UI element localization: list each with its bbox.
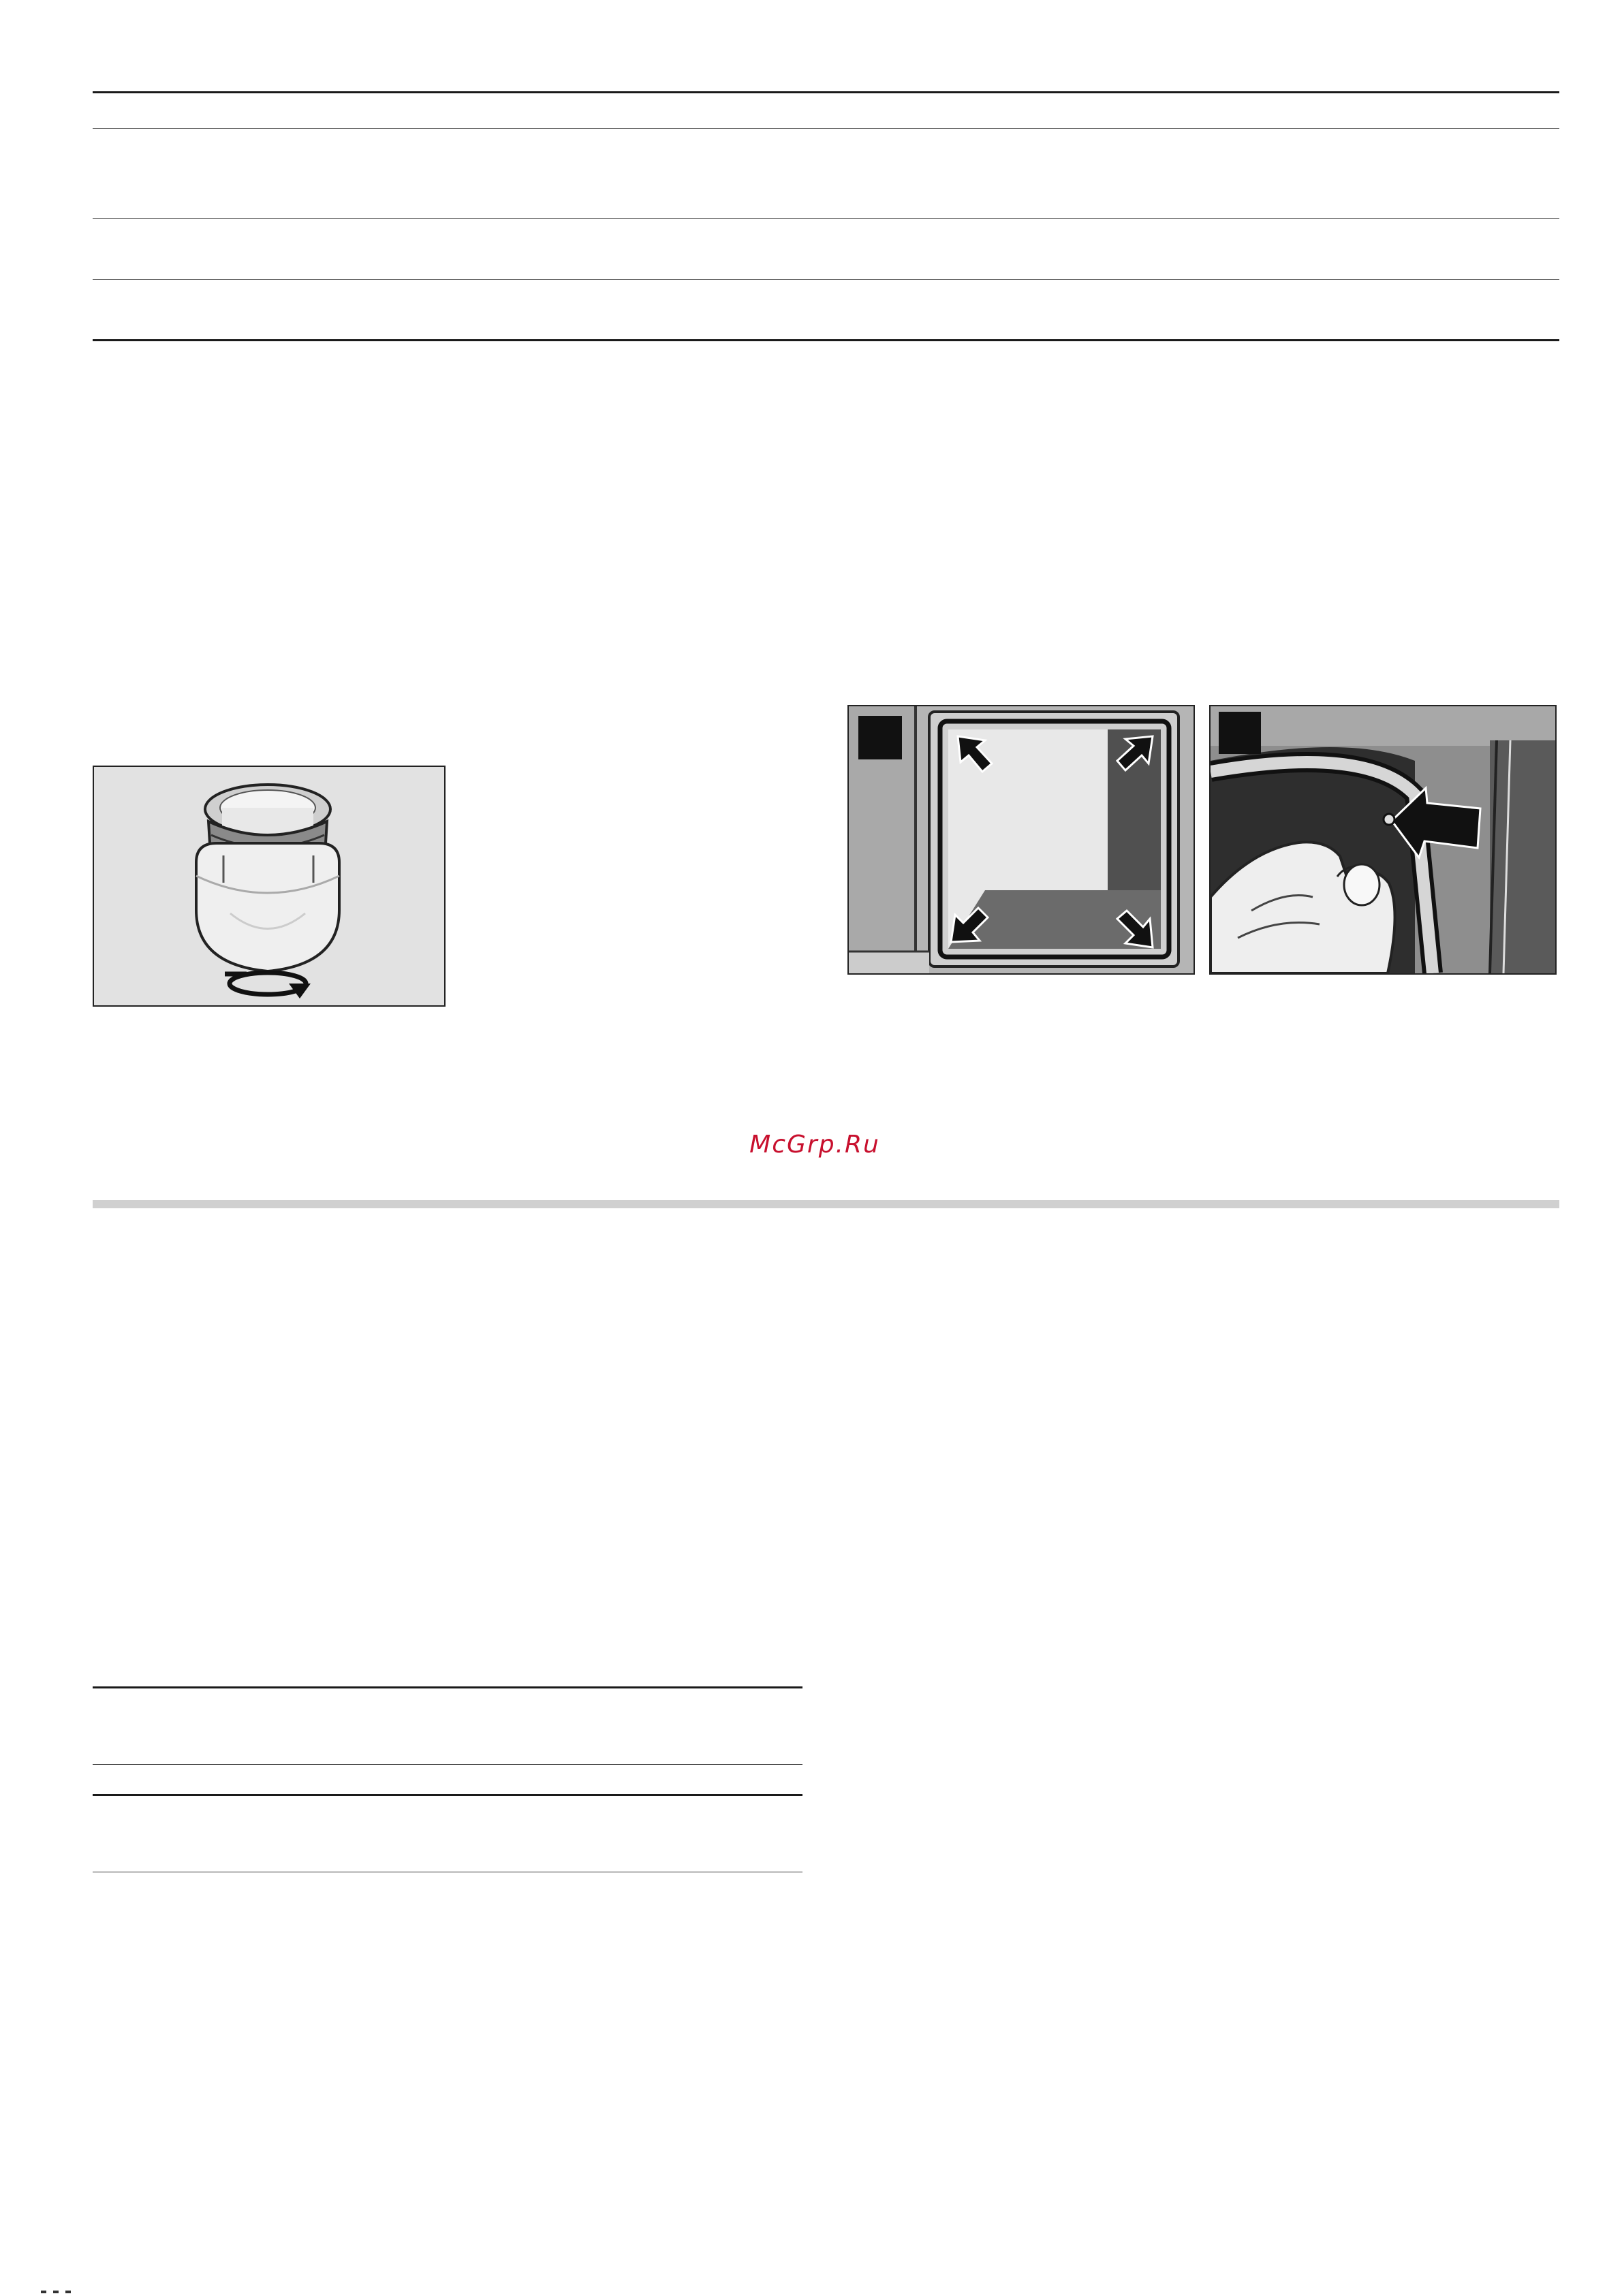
table-bottom-rule — [93, 1794, 802, 1796]
table-top-rule — [93, 1686, 802, 1688]
table-top-rule — [93, 91, 1559, 93]
watermark-text: McGrp.Ru — [749, 1131, 880, 1159]
door-seal-illustration-2 — [1209, 705, 1557, 975]
table-row-divider — [93, 128, 1559, 129]
bulb-cover-illustration — [93, 766, 446, 1007]
table-row-divider — [93, 1764, 802, 1765]
door-seal-illustration-1 — [847, 705, 1195, 975]
page-corner-marks — [41, 2283, 82, 2286]
table-row-divider — [93, 218, 1559, 219]
table-row-divider — [93, 279, 1559, 280]
section-divider — [93, 1200, 1559, 1208]
table-bottom-rule — [93, 339, 1559, 341]
